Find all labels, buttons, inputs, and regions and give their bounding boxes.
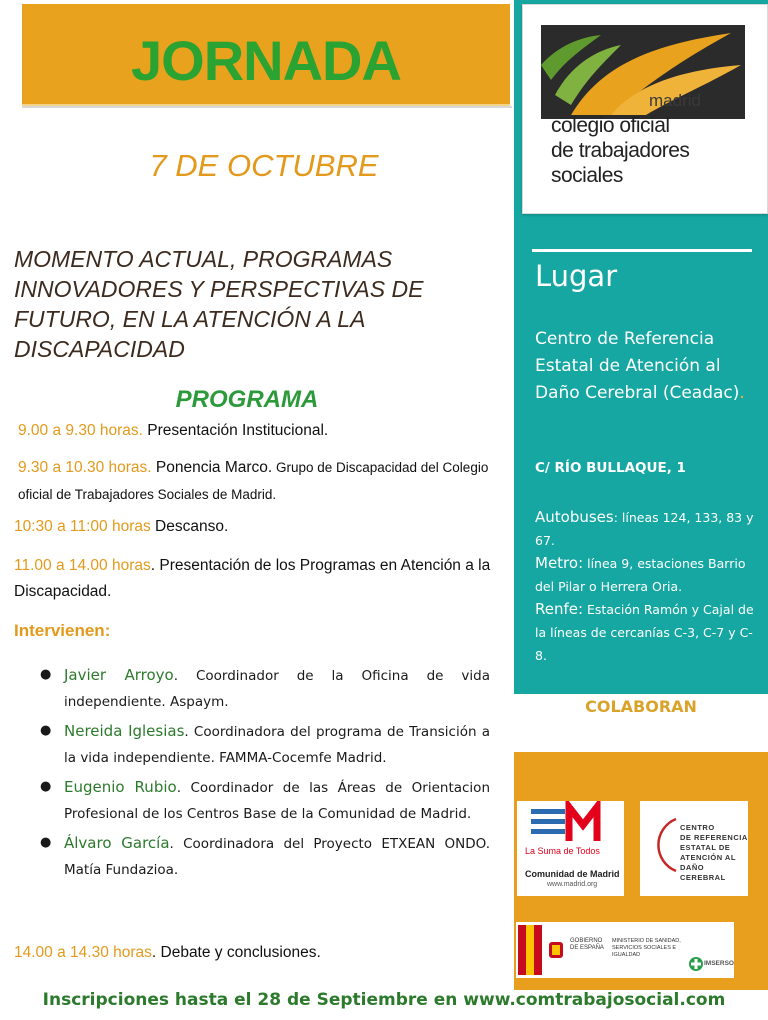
metro-text: línea 9, estaciones Barrio del Pilar o Herrera Oria. xyxy=(535,556,746,594)
bullet-icon: ● xyxy=(40,779,52,794)
event-date: 7 DE OCTUBRE xyxy=(149,148,379,183)
slot-text: . Debate y conclusiones. xyxy=(151,944,321,961)
slot-time: 11.00 a 14.00 horas xyxy=(14,557,151,574)
speaker-name: Eugenio Rubio xyxy=(64,778,177,796)
spain-flag-icon xyxy=(518,925,546,975)
ministry-name: MINISTERIO DE SANIDAD, SERVICIOS SOCIALES E IGUALDAD xyxy=(612,938,681,958)
ceadac-arc-icon xyxy=(642,815,682,875)
logo-line: sociales xyxy=(551,164,623,187)
banner-divider xyxy=(22,106,512,108)
program-slot-4 xyxy=(14,553,494,605)
speaker-role: . Coordinadora del programa de Transición a la vida independiente. FAMMA-Cocemfe Madrid. xyxy=(64,724,491,766)
slot-detail: Grupo de Discapacidad del Colegio oficial de Trabajadores Sociales de Madrid. xyxy=(18,460,489,502)
slot-text: . Presentación de los Programas en Atención a la Discapacidad. xyxy=(14,557,491,600)
gov-name: GOBIERNO DE ESPAÑA xyxy=(570,938,604,951)
bullet-icon: ● xyxy=(40,667,52,682)
venue-name-block xyxy=(535,326,757,407)
speaker-name: Nereida Iglesias xyxy=(64,722,185,740)
imserso-icon xyxy=(688,956,704,972)
speaker-item xyxy=(14,718,490,771)
speaker-role: . Coordinador de la Oficina de vida independiente. Aspaym. xyxy=(64,668,490,710)
ceadac-line: ATENCIÓN AL xyxy=(680,853,736,862)
logo-line: colegio oficial xyxy=(551,114,670,137)
ceadac-text xyxy=(680,823,748,883)
logo-madrid: madrid xyxy=(649,91,701,110)
logo-mark xyxy=(541,25,745,119)
collaborators-heading: COLABORAN xyxy=(585,697,697,716)
transport-info xyxy=(535,506,761,667)
ceadac-logo xyxy=(640,801,748,896)
speaker-role: . Coordinador de las Áreas de Orientacion Profesional de los Centros Base de la Comunidad de Madrid. xyxy=(64,780,490,822)
bullet-icon: ● xyxy=(40,835,52,850)
metro-label: Metro: xyxy=(535,554,584,572)
registration-footer: Inscripciones hasta el 28 de Septiembre en www.comtrabajosocial.com xyxy=(42,990,726,1010)
logo-line: de trabajadores xyxy=(551,139,690,162)
leaf-icon xyxy=(541,25,745,119)
speaker-role: . Coordinadora del Proyecto ETXEAN ONDO. Matía Fundazioa. xyxy=(64,836,491,878)
cm-url: www.madrid.org xyxy=(547,881,598,888)
slot-time: 10:30 a 11:00 horas xyxy=(14,518,151,535)
ceadac-line: CENTRO xyxy=(680,823,715,832)
slot-time: 14.00 a 14.30 horas xyxy=(14,944,152,961)
program-slot-5 xyxy=(14,940,494,966)
event-title: JORNADA xyxy=(131,29,401,92)
ceadac-line: ESTATAL DE xyxy=(680,843,731,852)
bus-text: : líneas 124, 133, 83 y 67. xyxy=(535,510,754,548)
event-subject: MOMENTO ACTUAL, PROGRAMAS INNOVADORES Y PERSPECTIVAS DE FUTURO, EN LA ATENCIÓN A LA DISCAPACIDAD xyxy=(14,246,424,362)
ceadac-line: DE REFERENCIA xyxy=(680,833,748,842)
imserso-name: IMSERSO xyxy=(704,960,734,967)
slot-text: Ponencia Marco. xyxy=(151,459,273,476)
coat-of-arms-icon xyxy=(546,938,566,962)
speaker-name: Javier Arroyo xyxy=(64,666,174,684)
renfe-label: Renfe: xyxy=(535,600,584,618)
venue-divider xyxy=(532,249,752,252)
renfe-text: Estación Ramón y Cajal de la líneas de cercanías C-3, C-7 y C-8. xyxy=(535,602,754,663)
venue-heading: Lugar xyxy=(535,259,618,293)
cm-name: Comunidad de Madrid xyxy=(525,869,620,879)
cm-emblem-icon xyxy=(517,801,624,847)
speaker-item xyxy=(14,830,490,883)
collaborators-panel xyxy=(514,752,768,990)
speakers-list xyxy=(14,662,490,886)
program-heading: PROGRAMA xyxy=(175,386,319,413)
speaker-item xyxy=(14,662,490,715)
venue-address: C/ RÍO BULLAQUE, 1 xyxy=(535,460,686,476)
header-banner xyxy=(22,4,510,104)
venue-name: Centro de Referencia Estatal de Atención al Daño Cerebral (Ceadac) xyxy=(535,329,740,403)
slot-time: 9.00 a 9.30 horas. xyxy=(18,422,143,439)
comunidad-madrid-logo xyxy=(517,801,624,896)
bus-label: Autobuses xyxy=(535,508,614,526)
program-slot-2 xyxy=(18,454,504,508)
cm-tagline: La Suma de Todos xyxy=(525,846,600,856)
ceadac-line: DAÑO CEREBRAL xyxy=(680,863,726,882)
speakers-heading: Intervienen: xyxy=(14,621,111,640)
speaker-name: Álvaro García xyxy=(64,834,170,852)
slot-text: Descanso. xyxy=(150,518,229,535)
venue-dot: . xyxy=(739,383,745,403)
bullet-icon: ● xyxy=(40,723,52,738)
slot-time: 9.30 a 10.30 horas. xyxy=(18,459,152,476)
slot-text: Presentación Institucional. xyxy=(142,422,329,439)
program-slot-1 xyxy=(18,418,498,444)
organizer-logo xyxy=(522,4,768,214)
program-slot-3 xyxy=(14,514,500,540)
gobierno-imserso-logo xyxy=(516,922,734,978)
speaker-item xyxy=(14,774,490,827)
